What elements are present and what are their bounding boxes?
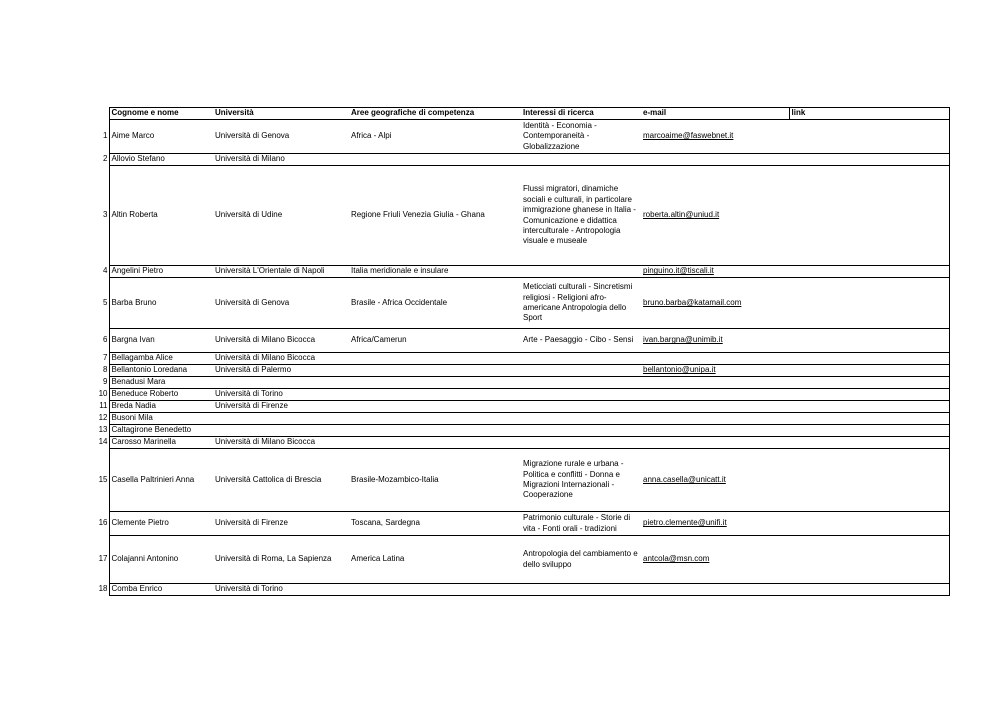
header-row xyxy=(88,108,949,120)
header-university: Università xyxy=(213,108,349,120)
cell-link xyxy=(789,166,949,266)
cell-university: Università di Roma, La Sapienza xyxy=(213,536,349,584)
table-row xyxy=(88,437,949,449)
cell-link xyxy=(789,401,949,413)
cell-link xyxy=(789,353,949,365)
cell-link xyxy=(789,536,949,584)
table-row xyxy=(88,401,949,413)
header-interests: Interessi di ricerca xyxy=(521,108,641,120)
cell-email[interactable]: ivan.bargna@unimib.it xyxy=(641,329,789,353)
cell-link xyxy=(789,449,949,512)
people-table xyxy=(88,107,950,596)
cell-university: Università di Torino xyxy=(213,389,349,401)
cell-email[interactable]: pietro.clemente@unifi.it xyxy=(641,512,789,536)
table-row xyxy=(88,377,949,389)
cell-university: Università di Milano Bicocca xyxy=(213,437,349,449)
cell-area xyxy=(349,389,521,401)
cell-name: Casella Paltrinieri Anna xyxy=(109,449,213,512)
cell-area xyxy=(349,584,521,596)
row-number: 9 xyxy=(103,377,108,387)
cell-name: Comba Enrico xyxy=(109,584,213,596)
cell-interests xyxy=(521,154,641,166)
cell-university: Università di Genova xyxy=(213,278,349,329)
cell-interests xyxy=(521,389,641,401)
cell-name: Altin Roberta xyxy=(109,166,213,266)
cell-university xyxy=(213,413,349,425)
cell-area xyxy=(349,437,521,449)
cell-interests xyxy=(521,365,641,377)
cell-link xyxy=(789,278,949,329)
cell-interests: Patrimonio culturale - Storie di vita - Fonti orali - tradizioni xyxy=(521,512,641,536)
cell-email xyxy=(641,377,789,389)
cell-area: Toscana, Sardegna xyxy=(349,512,521,536)
cell-interests xyxy=(521,584,641,596)
row-number: 5 xyxy=(103,297,108,307)
row-number: 8 xyxy=(103,365,108,375)
cell-email[interactable]: bruno.barba@katamail.com xyxy=(641,278,789,329)
cell-name: Beneduce Roberto xyxy=(109,389,213,401)
cell-interests xyxy=(521,437,641,449)
cell-university: Università di Udine xyxy=(213,166,349,266)
row-number: 14 xyxy=(98,437,108,447)
cell-name: Bellantonio Loredana xyxy=(109,365,213,377)
table-row xyxy=(88,120,949,154)
cell-email xyxy=(641,413,789,425)
cell-area xyxy=(349,425,521,437)
row-number-header xyxy=(88,108,109,120)
table-row xyxy=(88,266,949,278)
row-number: 15 xyxy=(98,474,108,484)
cell-area xyxy=(349,365,521,377)
cell-interests xyxy=(521,425,641,437)
row-number: 1 xyxy=(103,131,108,141)
table-row xyxy=(88,329,949,353)
row-number: 4 xyxy=(103,266,108,276)
cell-interests xyxy=(521,266,641,278)
cell-name: Caltagirone Benedetto xyxy=(109,425,213,437)
cell-university xyxy=(213,425,349,437)
cell-area: Regione Friuli Venezia Giulia - Ghana xyxy=(349,166,521,266)
cell-university: Università di Firenze xyxy=(213,512,349,536)
row-number: 2 xyxy=(103,154,108,164)
cell-link xyxy=(789,377,949,389)
cell-area xyxy=(349,413,521,425)
header-areas: Aree geografiche di competenza xyxy=(349,108,521,120)
cell-interests xyxy=(521,413,641,425)
cell-university: Università di Torino xyxy=(213,584,349,596)
cell-email[interactable]: pinguino.it@tiscali.it xyxy=(641,266,789,278)
cell-name: Clemente Pietro xyxy=(109,512,213,536)
cell-interests: Flussi migratori, dinamiche sociali e culturali, in particolare immigrazione ghanese in Italia - Comunicazione e didattica interculturale - Antropologia visuale e museale xyxy=(521,166,641,266)
cell-name: Colajanni Antonino xyxy=(109,536,213,584)
cell-area xyxy=(349,377,521,389)
cell-name: Barba Bruno xyxy=(109,278,213,329)
cell-university xyxy=(213,377,349,389)
row-number: 7 xyxy=(103,353,108,363)
table-row xyxy=(88,278,949,329)
cell-area: Africa/Camerun xyxy=(349,329,521,353)
cell-university: Università Cattolica di Brescia xyxy=(213,449,349,512)
row-number: 3 xyxy=(103,210,108,220)
cell-area: Africa - Alpi xyxy=(349,120,521,154)
table-row xyxy=(88,154,949,166)
cell-university: Università di Palermo xyxy=(213,365,349,377)
spreadsheet xyxy=(88,107,950,596)
cell-email xyxy=(641,389,789,401)
cell-link xyxy=(789,512,949,536)
cell-university: Università di Milano xyxy=(213,154,349,166)
cell-area: Italia meridionale e insulare xyxy=(349,266,521,278)
table-row xyxy=(88,166,949,266)
cell-email xyxy=(641,425,789,437)
cell-link xyxy=(789,425,949,437)
cell-interests xyxy=(521,353,641,365)
cell-email xyxy=(641,353,789,365)
cell-university: Università di Milano Bicocca xyxy=(213,353,349,365)
cell-link xyxy=(789,365,949,377)
cell-area: Brasile-Mozambico-Italia xyxy=(349,449,521,512)
cell-name: Bargna Ivan xyxy=(109,329,213,353)
cell-university: Università di Milano Bicocca xyxy=(213,329,349,353)
cell-link xyxy=(789,413,949,425)
cell-interests xyxy=(521,401,641,413)
row-number: 6 xyxy=(103,335,108,345)
cell-link xyxy=(789,329,949,353)
cell-area: Brasile - Africa Occidentale xyxy=(349,278,521,329)
cell-university: Università L'Orientale di Napoli xyxy=(213,266,349,278)
table-row xyxy=(88,413,949,425)
header-link: link xyxy=(789,108,949,120)
cell-name: Allovio Stefano xyxy=(109,154,213,166)
cell-name: Angelini Pietro xyxy=(109,266,213,278)
table-row xyxy=(88,365,949,377)
cell-interests: Arte - Paesaggio - Cibo - Sensi xyxy=(521,329,641,353)
cell-university: Università di Firenze xyxy=(213,401,349,413)
row-number: 13 xyxy=(98,425,108,435)
row-number: 12 xyxy=(98,413,108,423)
cell-area xyxy=(349,353,521,365)
cell-name: Breda Nadia xyxy=(109,401,213,413)
cell-email[interactable]: marcoaime@faswebnet.it xyxy=(641,120,789,154)
cell-link xyxy=(789,154,949,166)
cell-interests: Meticciati culturali - Sincretismi religiosi - Religioni afro-americane Antropologia dello Sport xyxy=(521,278,641,329)
cell-interests: Antropologia del cambiamento e dello sviluppo xyxy=(521,536,641,584)
table-row xyxy=(88,353,949,365)
header-email: e-mail xyxy=(641,108,789,120)
row-number: 11 xyxy=(99,401,108,411)
cell-email[interactable]: anna.casella@unicatt.it xyxy=(641,449,789,512)
cell-name: Carosso Marinella xyxy=(109,437,213,449)
table-row xyxy=(88,449,949,512)
cell-university: Università di Genova xyxy=(213,120,349,154)
cell-email xyxy=(641,154,789,166)
row-number: 17 xyxy=(98,554,108,564)
cell-email xyxy=(641,437,789,449)
cell-email[interactable]: bellantonio@unipa.it xyxy=(641,365,789,377)
cell-name: Busoni Mila xyxy=(109,413,213,425)
cell-link xyxy=(789,389,949,401)
cell-area xyxy=(349,401,521,413)
cell-interests: Migrazione rurale e urbana - Politica e conflitti - Donna e Migrazioni Internazionali - Cooperazione xyxy=(521,449,641,512)
cell-area: America Latina xyxy=(349,536,521,584)
table-row xyxy=(88,425,949,437)
table-row xyxy=(88,536,949,584)
cell-link xyxy=(789,584,949,596)
cell-email[interactable]: antcola@msn.com xyxy=(641,536,789,584)
row-number: 16 xyxy=(98,518,108,528)
cell-email xyxy=(641,401,789,413)
cell-interests xyxy=(521,377,641,389)
cell-link xyxy=(789,437,949,449)
table-row xyxy=(88,512,949,536)
table-row xyxy=(88,584,949,596)
row-number: 18 xyxy=(98,584,108,594)
header-name: Cognome e nome xyxy=(109,108,213,120)
table-row xyxy=(88,389,949,401)
table-body xyxy=(88,120,949,596)
row-number: 10 xyxy=(98,389,108,399)
cell-name: Benadusi Mara xyxy=(109,377,213,389)
cell-name: Bellagamba Alice xyxy=(109,353,213,365)
cell-area xyxy=(349,154,521,166)
cell-email[interactable]: roberta.altin@uniud.it xyxy=(641,166,789,266)
cell-name: Aime Marco xyxy=(109,120,213,154)
cell-link xyxy=(789,120,949,154)
cell-link xyxy=(789,266,949,278)
cell-interests: Identità - Economia - Contemporaneità - Globalizzazione xyxy=(521,120,641,154)
cell-email xyxy=(641,584,789,596)
